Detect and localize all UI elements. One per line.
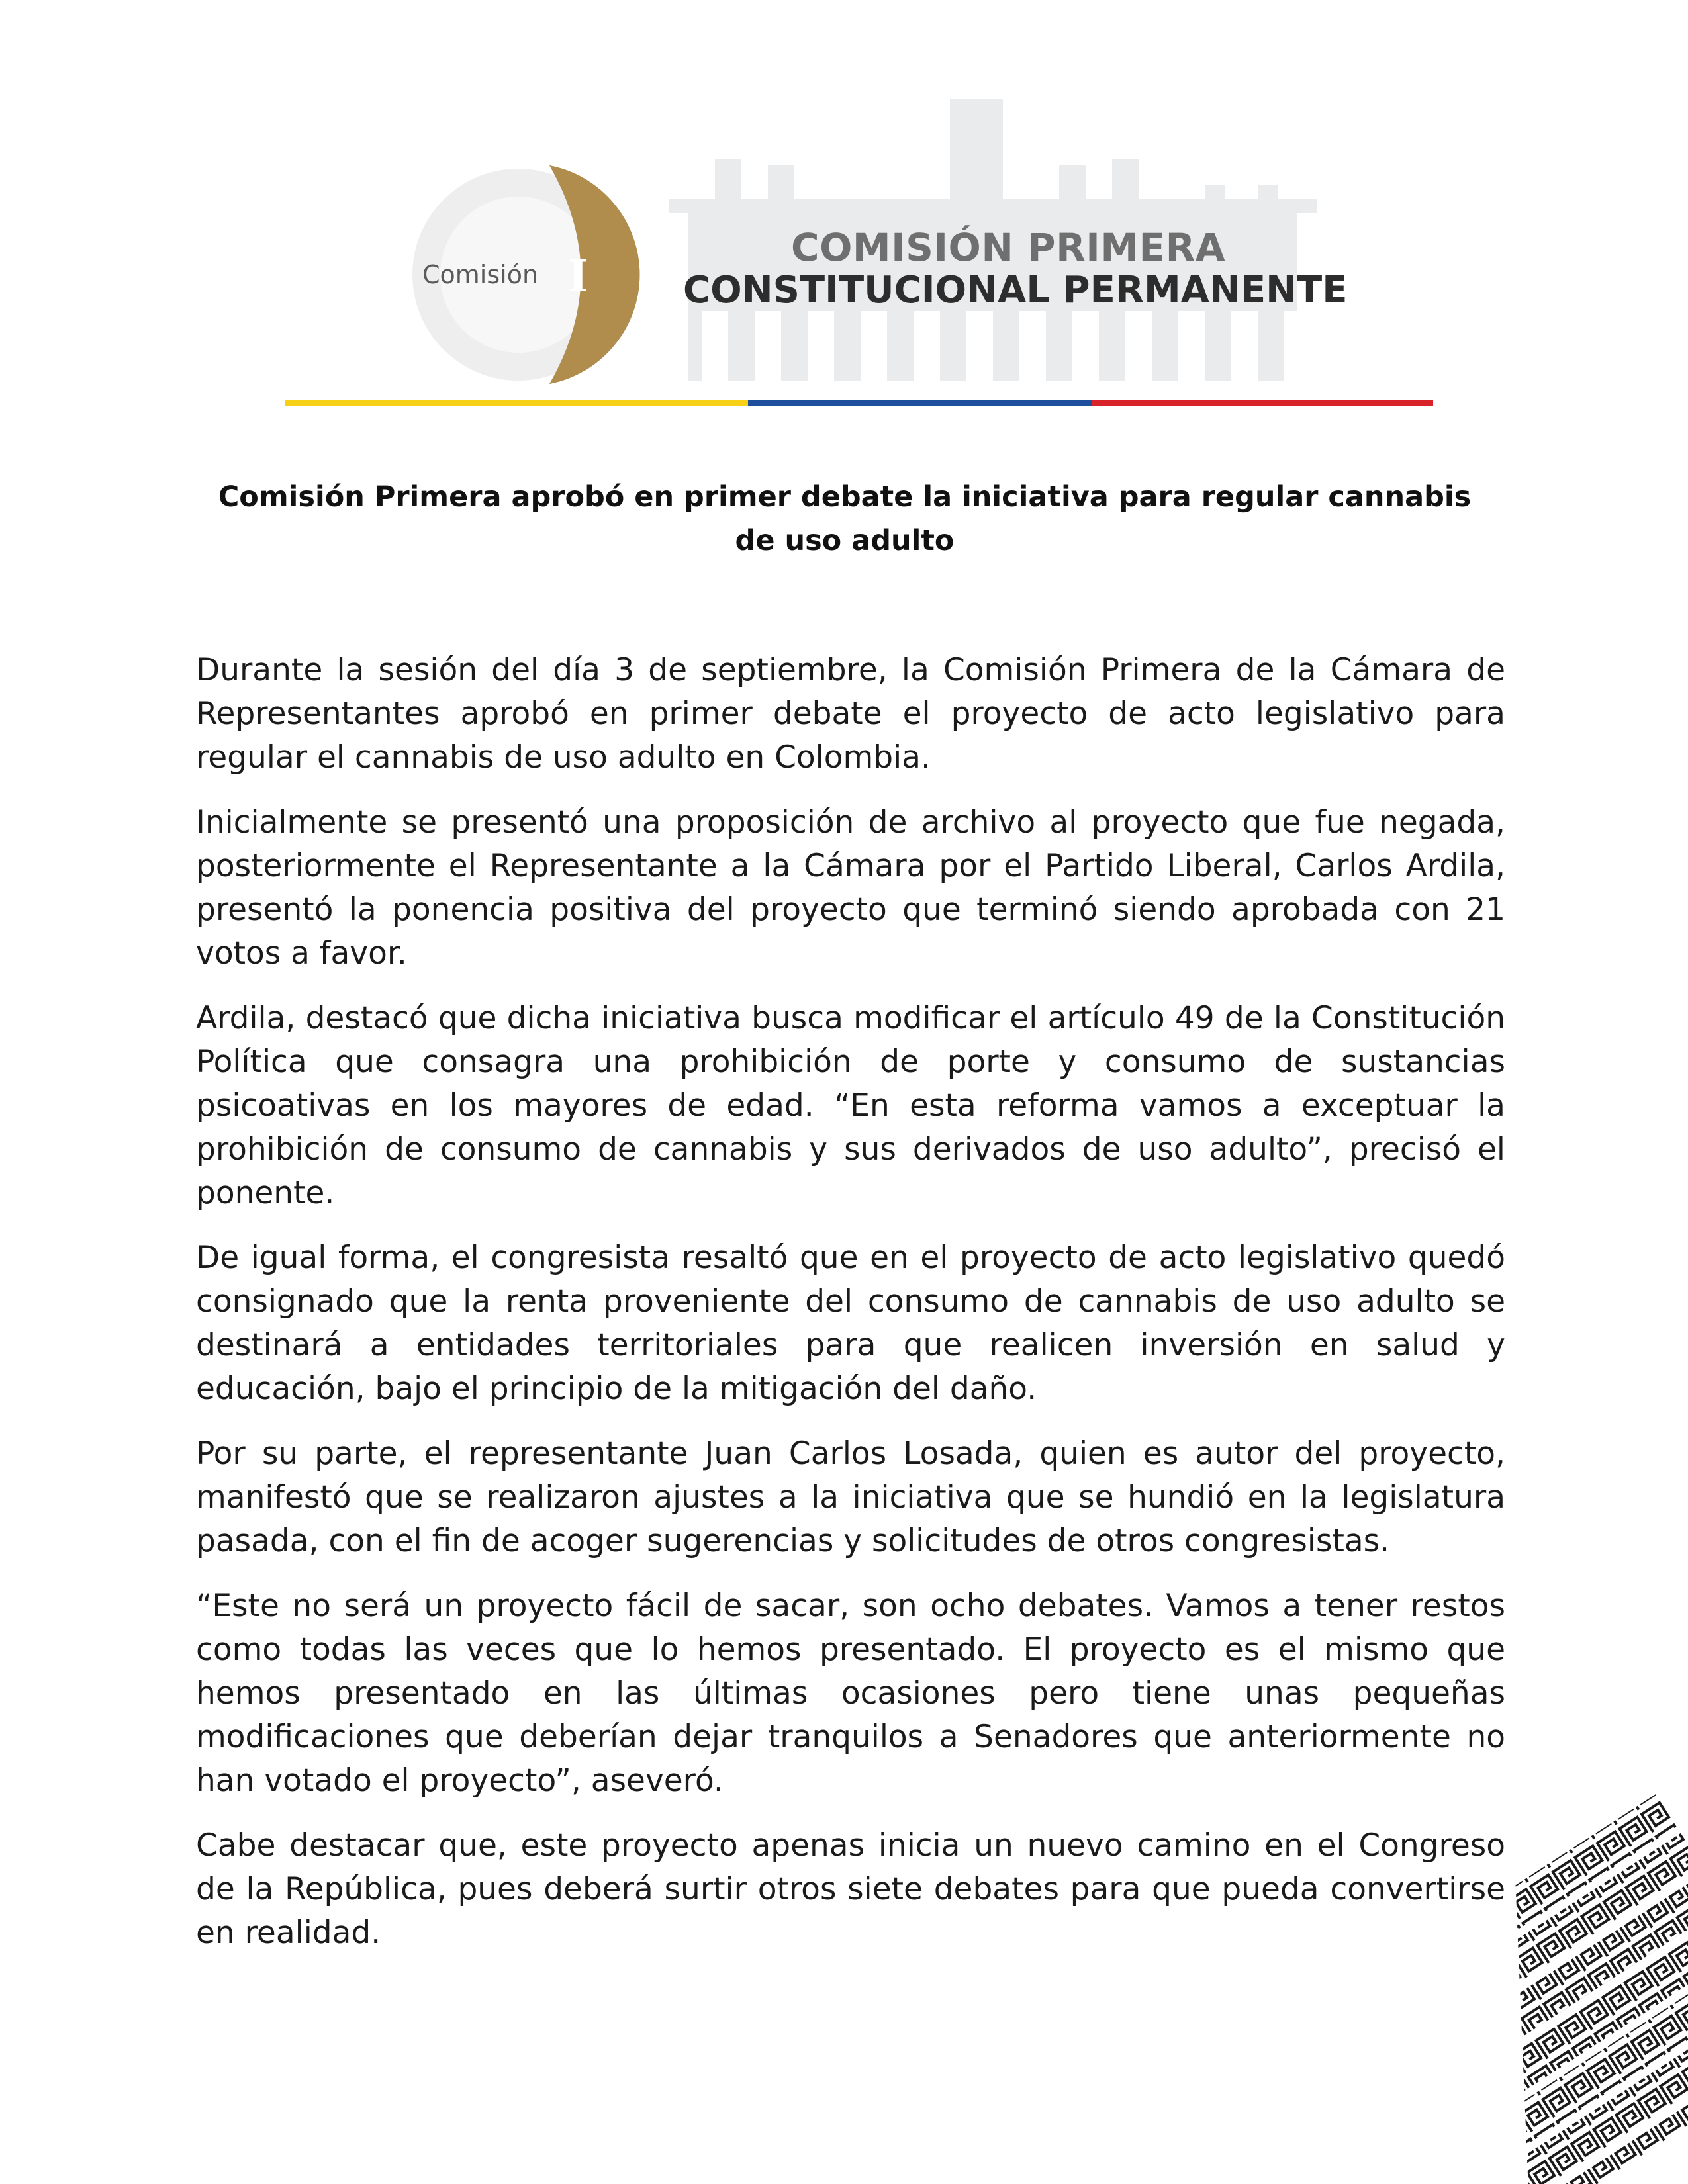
seal-numeral: I xyxy=(568,250,588,302)
paragraph: De igual forma, el congresista resaltó que en el proyecto de acto legislativo quedó consignado que la renta proveniente del consumo de cannabis de uso adulto se destinará a entidades territoriales para que realicen inversión en salud y educación, bajo el principio de la mitigación del daño. xyxy=(196,1240,1505,1407)
seal-label: Comisión xyxy=(422,260,539,289)
flag-divider xyxy=(285,400,1433,406)
paragraph: Ardila, destacó que dicha iniciativa busca modificar el artículo 49 de la Constitución Política que consagra una prohibición de porte y consumo de sustancias psicoativas en los mayores de edad. “En esta reforma vamos a exceptuar la prohibición de consumo de cannabis y sus derivados de uso adulto”, precisó el ponente. xyxy=(196,1000,1505,1211)
paragraph: Por su parte, el representante Juan Carlos Losada, quien es autor del proyecto, manifestó que se realizaron ajustes a la iniciativa que se hundió en la legislatura pasada, con el fin de acoger sugerencias y solicitudes de otros congresistas. xyxy=(196,1435,1505,1559)
article-title: Comisión Primera aprobó en primer debate la iniciativa para regular cannabis de uso adulto xyxy=(218,480,1472,557)
corner-pattern-decoration xyxy=(1344,1602,1688,2184)
brand-line-2: CONSTITUCIONAL PERMANENTE xyxy=(683,269,1348,312)
brand-line-1: COMISIÓN PRIMERA xyxy=(791,225,1226,270)
paragraph: Inicialmente se presentó una proposición de archivo al proyecto que fue negada, posteriormente el Representante a la Cámara por el Partido Liberal, Carlos Ardila, presentó la ponencia positiva del proyecto que terminó siendo aprobada con 21 votos a favor. xyxy=(196,804,1505,972)
article-body xyxy=(196,649,1505,1976)
letterhead-graphics xyxy=(0,0,1688,424)
letterhead xyxy=(0,0,1688,424)
paragraph: “Este no será un proyecto fácil de sacar, son ocho debates. Vamos a tener restos como todas las veces que lo hemos presentado. El proyecto es el mismo que hemos presentado en las últimas ocasiones pero tiene unas pequeñas modificaciones que deberían dejar tranquilos a Senadores que anteriormente no han votado el proyecto”, aseveró. xyxy=(196,1588,1505,1799)
paragraph: Durante la sesión del día 3 de septiembre, la Comisión Primera de la Cámara de Representantes aprobó en primer debate el proyecto de acto legislativo para regular el cannabis de uso adulto en Colombia. xyxy=(196,652,1505,776)
paragraph: Cabe destacar que, este proyecto apenas inicia un nuevo camino en el Congreso de la República, pues deberá surtir otros siete debates para que pueda convertirse en realidad. xyxy=(196,1827,1505,1951)
